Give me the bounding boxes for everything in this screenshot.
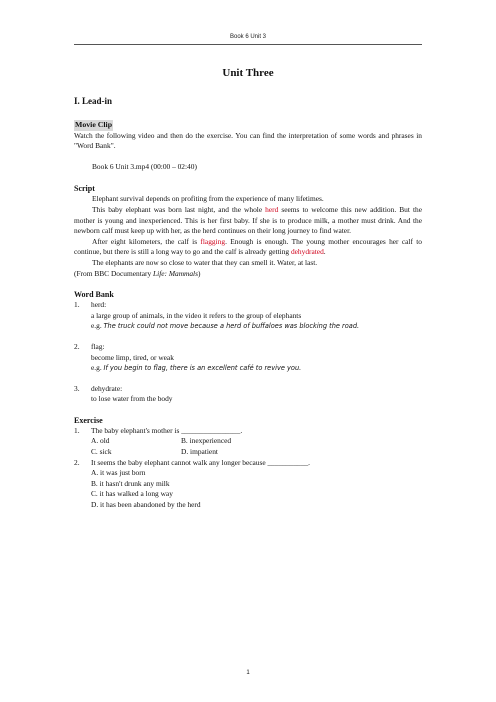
highlight-dehydrated: dehydrated xyxy=(290,247,324,257)
option-a: A. old xyxy=(91,436,110,446)
word-term: herd: xyxy=(91,300,107,310)
word-bank-item-dehydrate: 3. dehydrate: to lose water from the body xyxy=(74,384,422,405)
section-heading-lead-in: I. Lead-in xyxy=(74,96,113,106)
option-a: A. it was just born xyxy=(91,468,146,478)
word-term: flag: xyxy=(91,341,105,351)
exercise-question-1: 1. The baby elephant's mother is ________________. xyxy=(74,425,243,435)
document-body xyxy=(74,66,422,511)
word-bank-item-herd: 1. herd: a large group of animals, in the video it refers to the group of elephants e.g. The truck could not move because a herd of buffaloes was blocking the road. xyxy=(74,300,422,332)
script-paragraph-1: Elephant survival depends on profiting from the experience of many lifetimes. xyxy=(92,194,324,204)
word-example: e.g. The truck could not move because a herd of buffaloes was blocking the road. xyxy=(91,321,360,331)
option-b: B. it hasn't drunk any milk xyxy=(91,478,170,488)
highlight-flagging: flagging xyxy=(200,236,226,246)
script-paragraph-3: After eight kilometers, the calf is flagging. Enough is enough. The young mother encourages her calf to continue, but there is still a long way to go and the calf is already getting dehydrated. xyxy=(74,236,422,257)
word-bank-item-flag: 2. flag: become limp, tired, or weak e.g. If you begin to flag, there is an excellent café to revive you. xyxy=(74,342,422,374)
exercise-heading: Exercise xyxy=(74,415,103,425)
script-heading: Script xyxy=(74,184,95,194)
option-c: C. sick xyxy=(91,447,112,457)
option-c: C. it has walked a long way xyxy=(91,489,173,499)
page-header: Book 6 Unit 3 xyxy=(229,34,267,40)
option-d: D. it has been abandoned by the herd xyxy=(91,500,201,510)
video-file-reference: Book 6 Unit 3.mp4 (00:00 – 02:40) xyxy=(92,161,197,171)
movie-clip-label-row xyxy=(74,120,422,131)
unit-title: Unit Three xyxy=(222,67,274,79)
option-b: B. inexperienced xyxy=(181,436,232,446)
word-definition: to lose water from the body xyxy=(91,394,173,404)
movie-clip-label: Movie Clip xyxy=(75,120,113,129)
script-source: (From BBC Documentary Life: Mammals) xyxy=(74,268,201,278)
word-definition: become limp, tired, or weak xyxy=(91,352,174,362)
script-paragraph-2: This baby elephant was born last night, and the whole herd seems to welcome this new addition. But the mother is young and inexperienced. This is her first baby. If she is to produce milk, a mother must drink. And the newborn calf must keep up with her, as the herd continues on their long journey to find water. xyxy=(74,204,422,236)
word-term: dehydrate: xyxy=(91,383,123,393)
highlight-herd: herd xyxy=(265,204,279,214)
header-rule xyxy=(74,44,422,45)
exercise-q1-options-cd xyxy=(74,447,422,458)
word-example: e.g. If you begin to flag, there is an excellent café to revive you. xyxy=(91,363,302,373)
word-definition: a large group of animals, in the video it refers to the group of elephants xyxy=(91,310,302,320)
exercise-question-2: 2. It seems the baby elephant cannot walk any longer because ___________. xyxy=(74,457,310,467)
exercise-q1-options-ab xyxy=(74,436,422,447)
movie-clip-instruction: Watch the following video and then do the exercise. You can find the interpretation of some words and phrases in "Word Bank". xyxy=(74,130,422,151)
option-d: D. impatient xyxy=(181,447,218,457)
page-number: 1 xyxy=(246,670,250,676)
script-paragraph-4: The elephants are now so close to water that they can smell it. Water, at last. xyxy=(92,257,318,267)
word-bank-heading: Word Bank xyxy=(74,290,114,300)
